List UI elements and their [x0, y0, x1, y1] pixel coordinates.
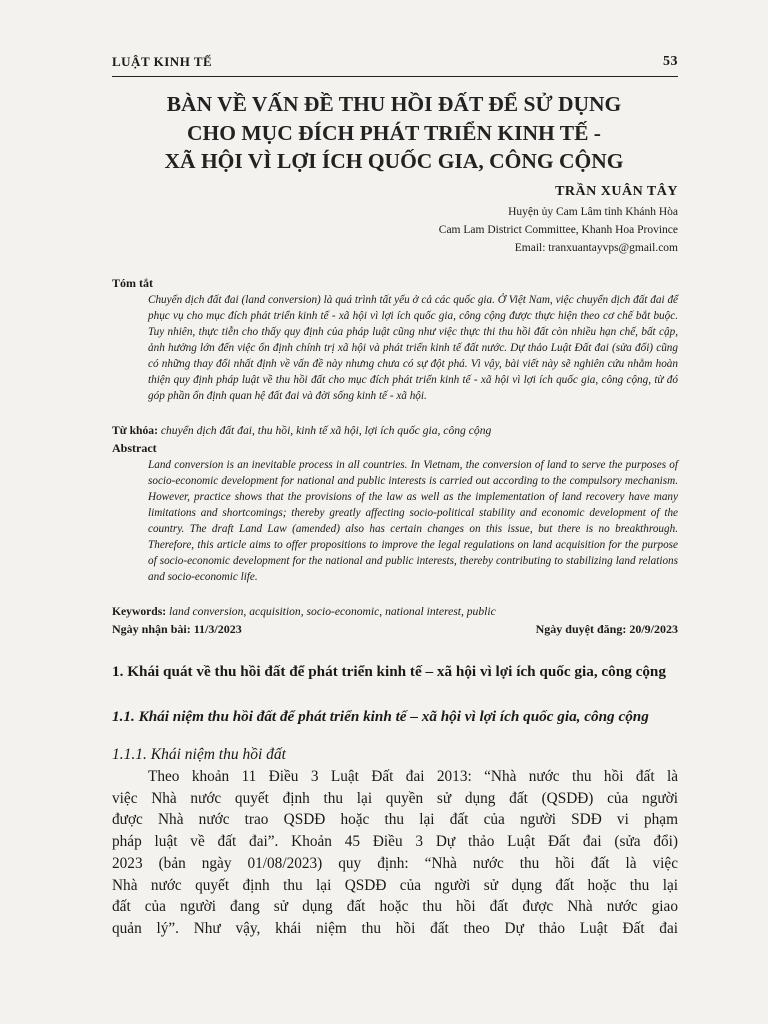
- abstract-heading: Abstract: [112, 441, 157, 455]
- author-email: Email: tranxuantayvps@gmail.com: [514, 242, 678, 254]
- title-line: CHO MỤC ĐÍCH PHÁT TRIỂN KINH TẾ -: [187, 120, 601, 145]
- abstract-text: Land conversion is an inevitable process in all countries. In Vietnam, the conversion of land to serve the purposes of socio-economic development for national and public interests is carried out according to the compulsory mechanism. However, practice shows that the provisions of the law as well as the implementation of land recovery have many limitations and shortcomings; thereby greatly affecting socio-political stability and economic development of the country. The draft Land Law (amended) also has certain changes on this issue, but there is no breakthrough. Therefore, this article aims to offer propositions to improve the legal regulations on land acquisition for the purpose of socio-economic development for the national and public interests, thereby contributing to stabilizing land relations and socio-economic life.: [148, 459, 678, 583]
- author-name: TRẦN XUÂN TÂY: [555, 184, 678, 199]
- affiliation-en: Cam Lam District Committee, Khanh Hoa Province: [438, 224, 678, 236]
- header-rule: [112, 76, 678, 77]
- keywords-label: Keywords:: [112, 605, 167, 618]
- section-heading: 1. Khái quát về thu hồi đất để phát triển kinh tế – xã hội vì lợi ích quốc gia, công cộng: [112, 663, 666, 680]
- journal-name: LUẬT KINH TẾ: [112, 54, 213, 69]
- summary-heading: Tóm tắt: [112, 276, 153, 290]
- keywords-text: chuyển dịch đất đai, thu hồi, kinh tế xã hội, lợi ích quốc gia, công cộng: [160, 424, 492, 437]
- keywords-text: land conversion, acquisition, socio-economic, national interest, public: [169, 605, 496, 618]
- article-dates: [112, 622, 678, 637]
- body-text: [112, 766, 678, 940]
- summary-keywords: [112, 424, 678, 437]
- title-line: BÀN VỀ VẤN ĐỀ THU HỒI ĐẤT ĐỂ SỬ DỤNG: [166, 92, 622, 116]
- abstract-keywords: [112, 605, 678, 618]
- page-number: 53: [663, 54, 678, 69]
- body-line: việc Nhà nước quyết định thu lại quyền sử dụng đất (QSDĐ) của người: [112, 789, 678, 807]
- title-line: XÃ HỘI VÌ LỢI ÍCH QUỐC GIA, CÔNG CỘNG: [164, 149, 624, 173]
- body-line: Nhà nước quyết định thu lại QSDĐ của người sử dụng đất hoặc thu lại: [112, 876, 678, 894]
- running-header: [112, 54, 678, 70]
- article-title: [100, 90, 688, 176]
- body-line: pháp luật về đất đai”. Khoản 45 Điều 3 Dự thảo Luật Đất đai (sửa đổi): [112, 833, 678, 851]
- accepted-date: Ngày duyệt đăng: 20/9/2023: [535, 622, 678, 636]
- keywords-label: Từ khóa:: [112, 424, 158, 437]
- affiliation-vi: Huyện ủy Cam Lâm tỉnh Khánh Hòa: [508, 206, 678, 218]
- received-date: Ngày nhận bài: 11/3/2023: [112, 622, 242, 636]
- body-line: Theo khoản 11 Điều 3 Luật Đất đai 2013: “Nhà nước thu hồi đất là: [148, 768, 678, 785]
- subsubsection-heading: 1.1.1. Khái niệm thu hồi đất: [112, 746, 286, 763]
- body-line: đất của người đang sử dụng đất hoặc thu hồi đất được Nhà nước giao: [112, 898, 678, 916]
- body-line: quản lý”. Như vậy, khái niệm thu hồi đất theo Dự thảo Luật Đất đai: [112, 919, 678, 937]
- subsection-heading: 1.1. Khái niệm thu hồi đất để phát triển kinh tế – xã hội vì lợi ích quốc gia, công cộng: [112, 708, 649, 725]
- summary-text: Chuyển dịch đất đai (land conversion) là quá trình tất yếu ở cả các quốc gia. Ở Việt Nam, việc chuyển dịch đất đai để phục vụ cho mục đích phát triển kinh tế - xã hội vì lợi ích quốc gia, công cộng được thực hiện theo cơ chế bắt buộc. Tuy nhiên, thực tiễn cho thấy quy định của pháp luật cũng như việc thực thi thu hồi đất còn nhiều hạn chế, bất cập, ảnh hưởng lớn đến việc ổn định chính trị xã hội và phát triển kinh tế đất nước. Dự thảo Luật Đất đai (sửa đổi) cũng có những thay đổi nhất định về vấn đề này nhưng chưa có sự đột phá. Vì vậy, bài viết này sẽ nghiên cứu nhằm hoàn thiện quy định pháp luật về thu hồi đất cho mục đích phát triển kinh tế - xã hội vì lợi ích quốc gia, công cộng, từ đó góp phần ổn định quan hệ đất đai và đời sống kinh tế - xã hội.: [148, 294, 678, 402]
- body-line: được Nhà nước trao QSDĐ hoặc thu lại đất của người SDĐ vi phạm: [112, 811, 678, 829]
- body-line: 2023 (bản ngày 01/08/2023) quy định: “Nhà nước thu hồi đất là việc: [112, 854, 678, 872]
